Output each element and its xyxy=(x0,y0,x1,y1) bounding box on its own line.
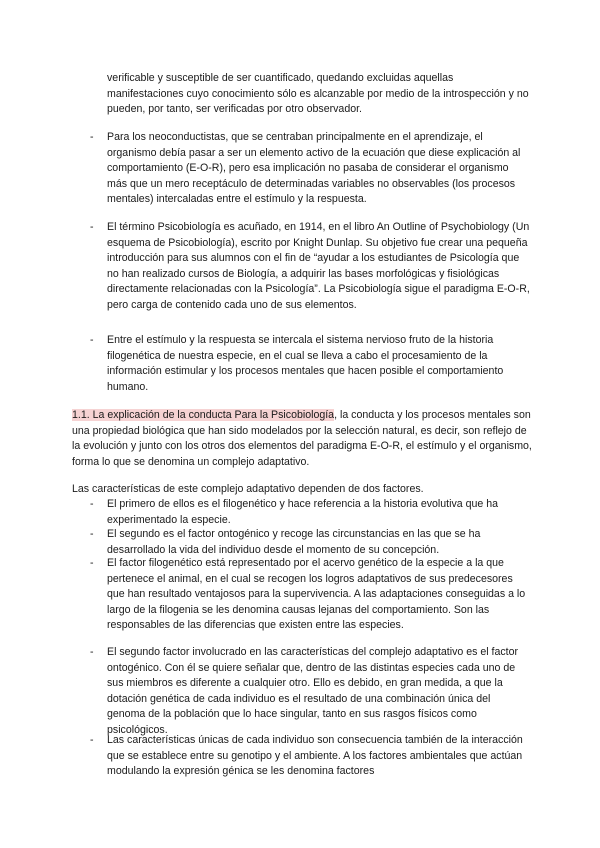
bullet-sistema-nervioso xyxy=(90,333,531,395)
bullet-neoconductistas xyxy=(90,130,531,208)
factor-text: El factor filogenético está representado por el acervo genético de la especie a la que pertenece el animal, en el cual se recogen los logros adaptativos de sus predecesores que han resultado ventajosos para la supervivencia. A las adaptaciones conseguidas a lo largo de la filogenia se les denomina causas lejanas del comportamiento. Son las responsables de las diferencias que existen entre las especies. xyxy=(107,557,526,631)
factor-item xyxy=(90,527,531,558)
factor-text: El primero de ellos es el filogenético y hace referencia a la historia evolutiva que ha experimentado la especie. xyxy=(107,498,499,526)
bullet-dash: - xyxy=(90,498,94,510)
bullet-text: Para los neoconductistas, que se centraban principalmente en el aprendizaje, el organismo debía pasar a ser un elemento activo de la ecuación que diese explicación al comportamiento (E-O-R), pero esa implicación no pasaba de considerar el organismo más que un mero receptáculo de determinadas variables no observables (los procesos mentales) intercaladas entre el estímulo y la respuesta. xyxy=(107,131,521,205)
intro-paragraph: Las características de este complejo adaptativo dependen de dos factores. xyxy=(72,483,424,495)
factor-item xyxy=(90,645,531,738)
bullet-dash: - xyxy=(90,528,94,540)
factor-text: El segundo es el factor ontogénico y recoge las circunstancias en las que se ha desarrollado la vida del individuo desde el momento de su concepción. xyxy=(107,528,481,556)
bullet-psicobiologia-term xyxy=(90,220,531,313)
bullet-dash: - xyxy=(90,557,94,569)
section-heading: 1.1. La explicación de la conducta Para la Psicobiología xyxy=(72,409,335,421)
factor-item xyxy=(90,556,531,634)
bullet-dash: - xyxy=(90,734,94,746)
bullet-dash: - xyxy=(90,221,94,233)
bullet-dash: - xyxy=(90,334,94,346)
bullet-text: Entre el estímulo y la respuesta se intercala el sistema nervioso fruto de la historia filogenética de nuestra especie, en el cual se lleva a cabo el procesamiento de la información estimular y los procesos mentales que hacen posible el comportamiento humano. xyxy=(107,334,504,393)
factor-item xyxy=(90,733,531,780)
bullet-dash: - xyxy=(90,131,94,143)
section-body: , la conducta y los procesos mentales son una propiedad biológica que han sido modelados por la selección natural, es decir, son reflejo de la evolución y junto con los otros dos elementos del paradigma E-O-R, el estímulo y el organismo, forma lo que se denomina un complejo adaptativo. xyxy=(72,409,532,468)
bullet-dash: - xyxy=(90,646,94,658)
continuation-paragraph: verificable y susceptible de ser cuantificado, quedando excluidas aquellas manifestaciones cuyo conocimiento sólo es alcanzable por medio de la introspección y no pueden, por tanto, ser verificadas por otro observador. xyxy=(107,72,529,115)
factor-text: El segundo factor involucrado en las características del complejo adaptativo es el factor ontogénico. Con él se quiere señalar que, dentro de las distintas especies cada uno de sus miembros es diferente a cualquier otro. Ello es debido, en gran medida, a que la dotación genética de cada individuo es el resultado de una combinación única del genoma de la población que lo hace singular, tanto en sus rasgos físicos como psicológicos. xyxy=(107,646,519,736)
bullet-text: El término Psicobiología es acuñado, en 1914, en el libro An Outline of Psychobiology (Un esquema de Psicobiología), escrito por Knight Dunlap. Su objetivo fue crear una pequeña introducción para sus alumnos con el fin de “ayudar a los estudiantes de Psicología que no han realizado cursos de Biología, a adquirir las bases morfológicas y fisiológicas directamente relacionadas con la Psicología”. La Psicobiología sigue el paradigma E-O-R, pero carga de contenido cada uno de sus elementos. xyxy=(107,221,530,311)
factor-item xyxy=(90,497,531,528)
section-paragraph xyxy=(72,408,532,470)
factor-text: Las características únicas de cada individuo son consecuencia también de la interacción que se establece entre su genotipo y el ambiente. A los factores ambientales que actúan modulando la expresión génica se les denomina factores xyxy=(107,734,523,777)
